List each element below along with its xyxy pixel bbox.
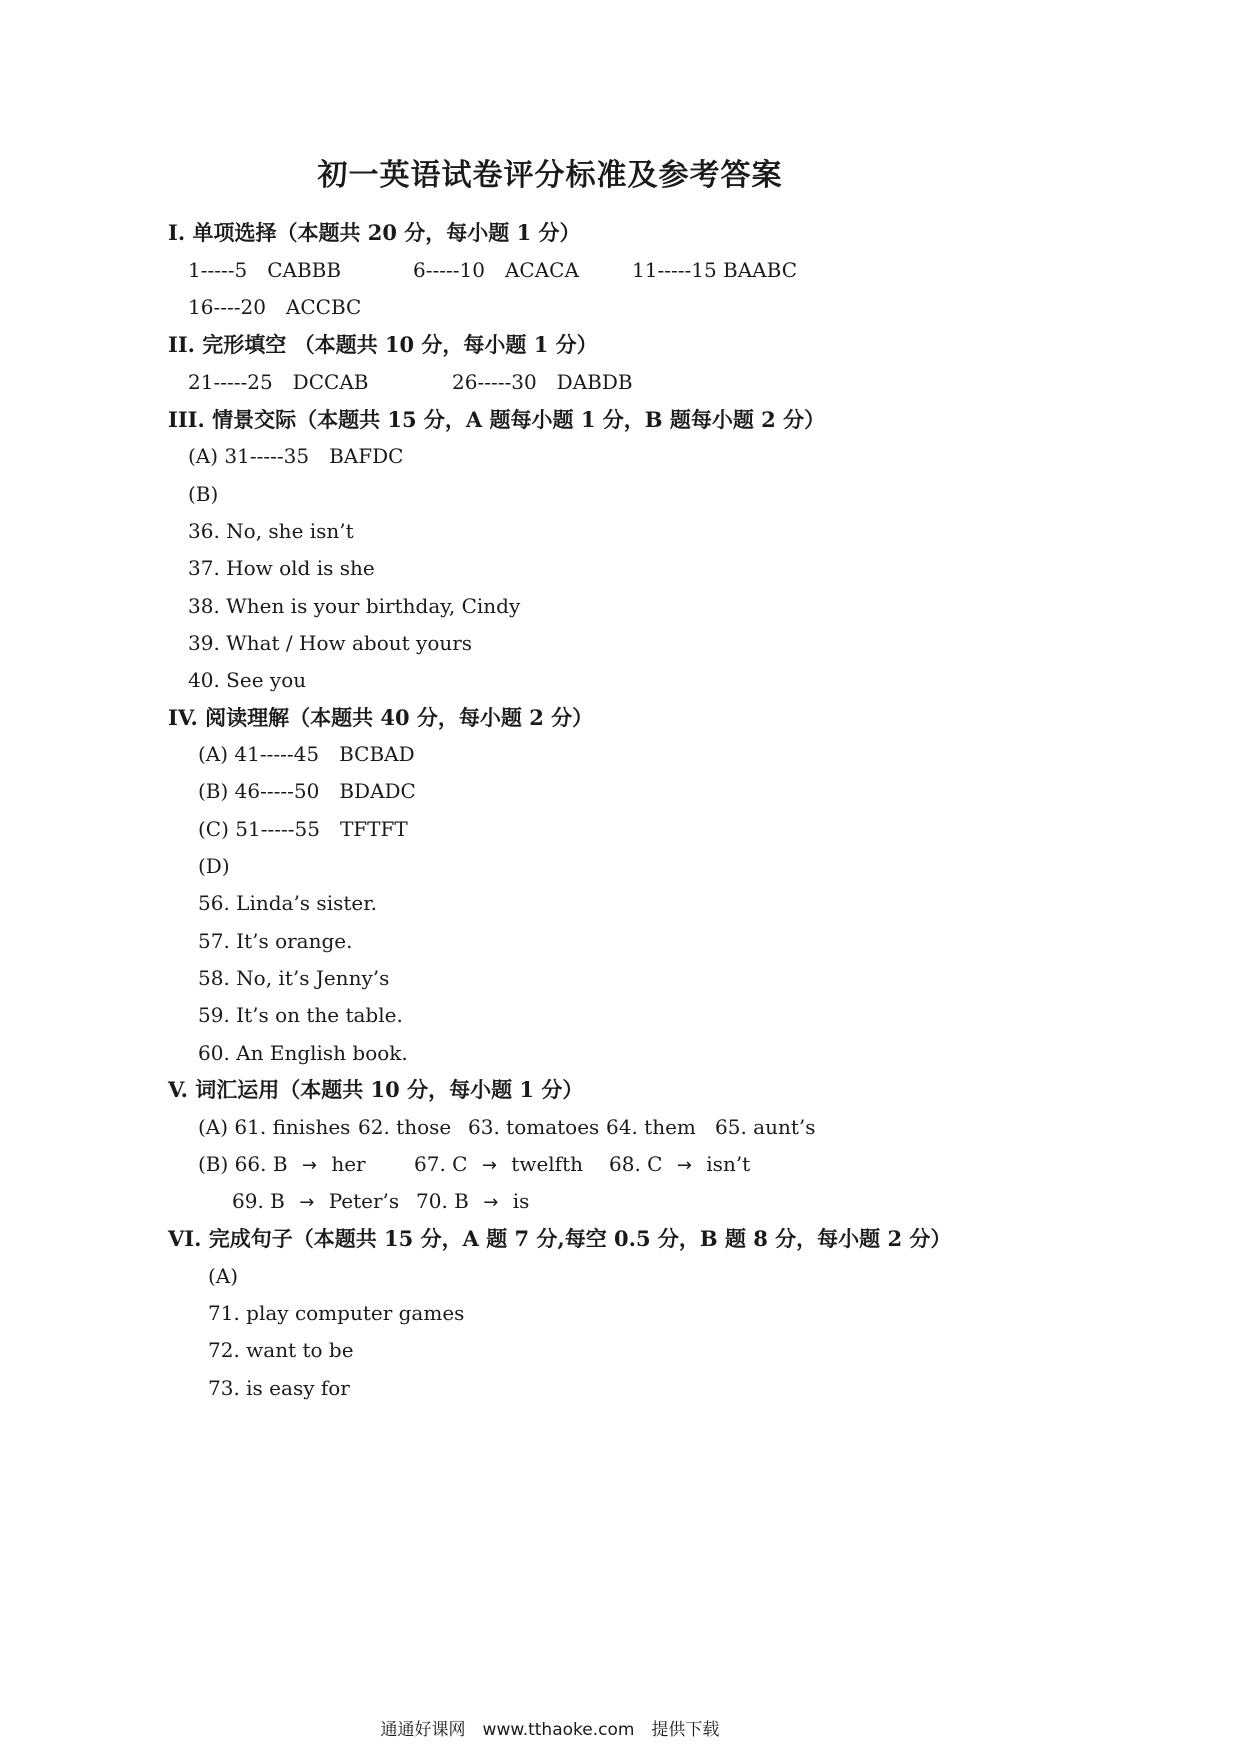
answer-group: 11-----15 BAABC <box>632 258 797 282</box>
answer-group: (C) 51-----55 TFTFT <box>198 817 408 841</box>
answer-item: 37. How old is she <box>188 556 375 580</box>
arrow-right-icon: → <box>483 1192 499 1213</box>
answer-item: 58. No, it’s Jenny’s <box>198 966 390 990</box>
page-title: 初一英语试卷评分标准及参考答案 <box>317 158 783 193</box>
answer-item: 36. No, she isn’t <box>188 519 354 543</box>
answer-group: 26-----30 DABDB <box>452 370 633 394</box>
answer-item: 71. play computer games <box>208 1301 465 1325</box>
answer-item: 59. It’s on the table. <box>198 1003 403 1027</box>
section-2-heading: II. 完形填空 （本题共 10 分，每小题 1 分） <box>168 332 598 357</box>
correction-item <box>232 1191 399 1212</box>
correction-number: 67. C <box>414 1152 468 1176</box>
part-label: (B) <box>188 482 219 506</box>
answer-group: 21-----25 DCCAB <box>188 370 369 394</box>
correction-item <box>416 1191 529 1212</box>
arrow-right-icon: → <box>301 1155 317 1176</box>
answer-item: 64. them <box>606 1115 696 1139</box>
correction-number: 69. B <box>232 1189 285 1213</box>
answer-item: 72. want to be <box>208 1338 354 1362</box>
correction-item <box>414 1154 583 1175</box>
answer-item: 39. What / How about yours <box>188 631 473 655</box>
arrow-right-icon: → <box>299 1192 315 1213</box>
correction-word: twelfth <box>511 1152 583 1176</box>
arrow-right-icon: → <box>481 1155 497 1176</box>
answer-group: 1-----5 CABBB <box>188 258 342 282</box>
answer-item: 40. See you <box>188 668 307 692</box>
part-label: (A) <box>208 1264 239 1288</box>
correction-word: Peter’s <box>328 1189 400 1213</box>
page-footer: 通通好课网 www.tthaoke.com 提供下载 <box>380 1720 720 1740</box>
answer-item: 38. When is your birthday, Cindy <box>188 594 521 618</box>
correction-word: her <box>331 1152 366 1176</box>
answer-group: 16----20 ACCBC <box>188 295 362 319</box>
answer-item: 65. aunt’s <box>715 1115 816 1139</box>
correction-item <box>198 1154 366 1175</box>
correction-number: 68. C <box>609 1152 663 1176</box>
correction-word: isn’t <box>706 1152 751 1176</box>
answer-item: 63. tomatoes <box>468 1115 600 1139</box>
answer-group: (B) 46-----50 BDADC <box>198 779 416 803</box>
answer-item: 60. An English book. <box>198 1041 408 1065</box>
answer-item: (A) 61. finishes <box>198 1115 351 1139</box>
part-label: (D) <box>198 854 230 878</box>
answer-item: 56. Linda’s sister. <box>198 891 377 915</box>
correction-number: 70. B <box>416 1189 469 1213</box>
answer-item: 73. is easy for <box>208 1376 350 1400</box>
answer-group: 6-----10 ACACA <box>413 258 579 282</box>
correction-word: is <box>512 1189 530 1213</box>
section-4-heading: IV. 阅读理解（本题共 40 分，每小题 2 分） <box>168 705 594 730</box>
answer-group: (A) 31-----35 BAFDC <box>188 444 404 468</box>
section-1-heading: I. 单项选择（本题共 20 分，每小题 1 分） <box>168 220 581 245</box>
section-5-heading: V. 词汇运用（本题共 10 分，每小题 1 分） <box>168 1077 584 1102</box>
section-6-heading: VI. 完成句子（本题共 15 分，A 题 7 分,每空 0.5 分，B 题 8 分，每小题 2 分） <box>168 1226 952 1251</box>
correction-item <box>609 1154 750 1175</box>
answer-group: (A) 41-----45 BCBAD <box>198 742 415 766</box>
correction-number: (B) 66. B <box>198 1152 288 1176</box>
answer-item: 57. It’s orange. <box>198 929 353 953</box>
section-3-heading: III. 情景交际（本题共 15 分，A 题每小题 1 分，B 题每小题 2 分） <box>168 407 826 432</box>
answer-item: 62. those <box>358 1115 452 1139</box>
arrow-right-icon: → <box>676 1155 692 1176</box>
